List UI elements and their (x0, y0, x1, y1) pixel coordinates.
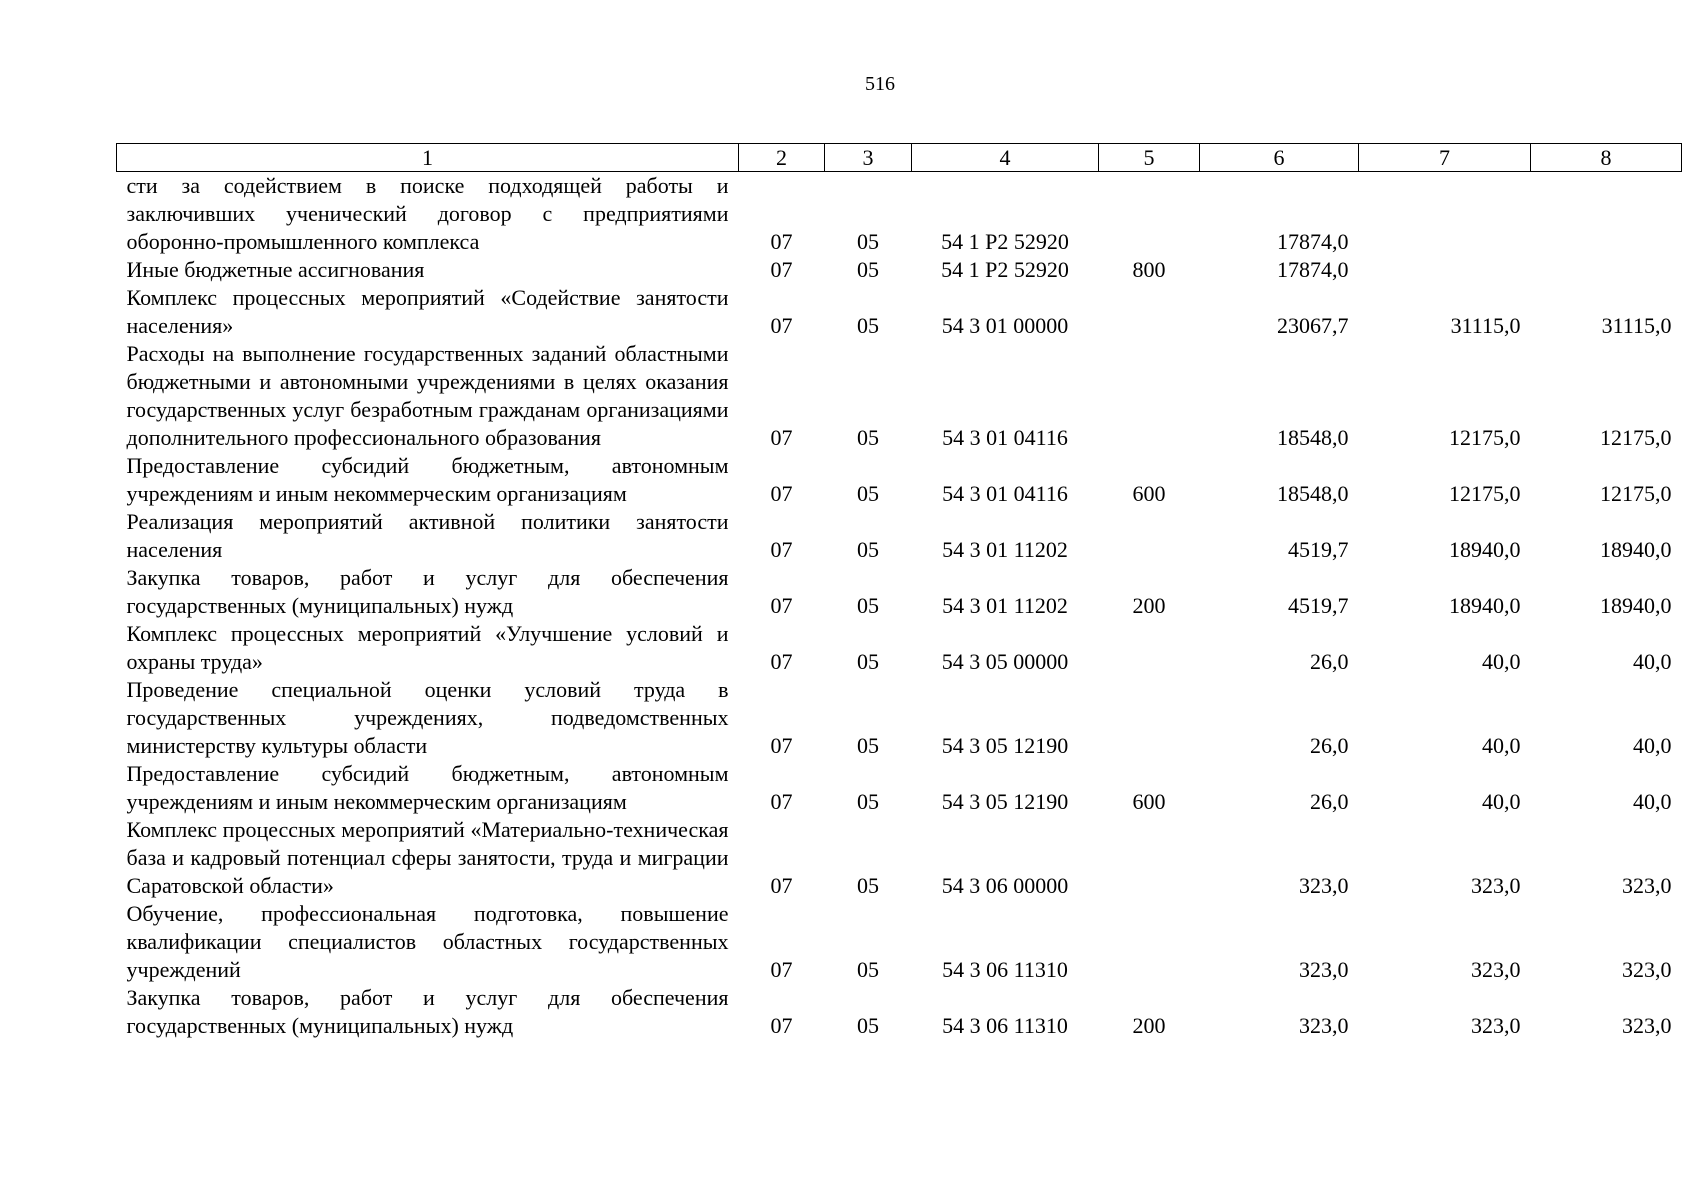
row-description: Комплекс процессных мероприятий «Содействие занятости населения» (126, 285, 729, 338)
column-header-8: 8 (1531, 144, 1682, 172)
row-expense-type-code: 200 (1132, 593, 1166, 618)
row-section-code: 07 (770, 789, 793, 814)
row-amount-col7: 31115,0 (1450, 313, 1521, 338)
row-expense-type-code (1099, 900, 1200, 984)
row-subsection-code: 05 (857, 789, 879, 814)
row-subsection-code: 05 (857, 425, 879, 450)
row-expense-type-code: 800 (1132, 257, 1166, 282)
row-amount-col6: 17874,0 (1277, 229, 1349, 254)
table-row (117, 760, 1682, 816)
row-amount-col8: 40,0 (1633, 733, 1672, 758)
row-section-code: 07 (770, 733, 793, 758)
row-amount-col6: 26,0 (1310, 649, 1349, 674)
row-section-code: 07 (770, 257, 793, 282)
row-target-article-code: 54 3 06 11310 (942, 957, 1068, 982)
table-row (117, 984, 1682, 1040)
row-amount-col8: 18940,0 (1600, 537, 1672, 562)
row-section-code: 07 (770, 537, 793, 562)
row-amount-col8: 18940,0 (1600, 593, 1672, 618)
row-subsection-code: 05 (857, 481, 879, 506)
row-section-code: 07 (770, 1013, 793, 1038)
row-expense-type-code (1099, 676, 1200, 760)
column-header-7: 7 (1359, 144, 1531, 172)
row-amount-col6: 23067,7 (1277, 313, 1349, 338)
table-row (117, 900, 1682, 984)
row-target-article-code: 54 3 01 00000 (941, 313, 1069, 338)
row-target-article-code: 54 3 06 11310 (942, 1013, 1068, 1038)
column-header-4: 4 (912, 144, 1099, 172)
row-amount-col8 (1531, 172, 1682, 257)
row-description: Обучение, профессиональная подготовка, повышение квалификации специалистов областных государственных учреждений (126, 901, 729, 982)
row-description: Проведение специальной оценки условий труда в государственных учреждениях, подведомственных министерству культуры области (126, 677, 729, 758)
row-amount-col8: 40,0 (1633, 649, 1672, 674)
row-target-article-code: 54 3 01 11202 (942, 593, 1068, 618)
row-section-code: 07 (770, 229, 793, 254)
table-row (117, 816, 1682, 900)
row-subsection-code: 05 (857, 257, 879, 282)
row-section-code: 07 (770, 649, 793, 674)
row-description: Иные бюджетные ассигнования (126, 257, 425, 282)
row-target-article-code: 54 3 06 00000 (941, 873, 1069, 898)
row-target-article-code: 54 3 05 12190 (941, 789, 1069, 814)
row-description: Предоставление субсидий бюджетным, автономным учреждениям и иным некоммерческим организациям (126, 761, 729, 814)
row-amount-col7: 40,0 (1482, 789, 1521, 814)
row-amount-col6: 17874,0 (1277, 257, 1349, 282)
row-description: сти за содействием в поиске подходящей работы и заключивших ученический договор с предприятиями оборонно-промышленного комплекса (126, 173, 729, 254)
row-amount-col8: 323,0 (1622, 1013, 1672, 1038)
row-amount-col7: 18940,0 (1449, 537, 1521, 562)
row-amount-col8: 31115,0 (1601, 313, 1672, 338)
table-row (117, 676, 1682, 760)
row-amount-col7: 323,0 (1471, 1013, 1521, 1038)
row-expense-type-code (1099, 620, 1200, 676)
row-amount-col7: 40,0 (1482, 649, 1521, 674)
row-amount-col7: 40,0 (1482, 733, 1521, 758)
row-section-code: 07 (770, 957, 793, 982)
row-amount-col8: 323,0 (1622, 873, 1672, 898)
row-amount-col8: 12175,0 (1600, 425, 1672, 450)
table-row (117, 620, 1682, 676)
row-amount-col6: 323,0 (1299, 873, 1349, 898)
column-header-6: 6 (1200, 144, 1359, 172)
column-header-1: 1 (117, 144, 739, 172)
row-amount-col7: 12175,0 (1449, 425, 1521, 450)
page-number: 516 (865, 73, 895, 95)
row-description: Расходы на выполнение государственных заданий областными бюджетными и автономными учреждениями в целях оказания государственных услуг безработным гражданам организациями дополнительного профессионального образования (126, 341, 729, 450)
table-header (117, 144, 1682, 172)
row-description: Закупка товаров, работ и услуг для обеспечения государственных (муниципальных) нужд (126, 565, 729, 618)
header-row (117, 144, 1682, 172)
row-subsection-code: 05 (857, 873, 879, 898)
row-target-article-code: 54 3 01 11202 (942, 537, 1068, 562)
row-subsection-code: 05 (857, 313, 879, 338)
table-row (117, 340, 1682, 452)
row-amount-col6: 323,0 (1299, 957, 1349, 982)
row-subsection-code: 05 (857, 593, 879, 618)
row-target-article-code: 54 1 Р2 52920 (941, 257, 1069, 282)
row-amount-col7: 12175,0 (1449, 481, 1521, 506)
table-row (117, 564, 1682, 620)
row-amount-col7: 323,0 (1471, 957, 1521, 982)
row-subsection-code: 05 (857, 1013, 879, 1038)
row-section-code: 07 (770, 425, 793, 450)
row-amount-col8: 323,0 (1622, 957, 1672, 982)
row-expense-type-code: 600 (1132, 789, 1166, 814)
row-section-code: 07 (770, 873, 793, 898)
row-section-code: 07 (770, 481, 793, 506)
row-expense-type-code (1099, 172, 1200, 257)
row-expense-type-code: 600 (1132, 481, 1166, 506)
row-subsection-code: 05 (857, 537, 879, 562)
row-expense-type-code (1099, 816, 1200, 900)
row-amount-col7: 18940,0 (1449, 593, 1521, 618)
row-description: Закупка товаров, работ и услуг для обеспечения государственных (муниципальных) нужд (126, 985, 729, 1038)
row-amount-col6: 26,0 (1310, 733, 1349, 758)
row-expense-type-code: 200 (1132, 1013, 1166, 1038)
row-target-article-code: 54 3 01 04116 (942, 425, 1068, 450)
row-subsection-code: 05 (857, 649, 879, 674)
table-row (117, 172, 1682, 257)
row-amount-col6: 4519,7 (1288, 593, 1349, 618)
row-amount-col6: 18548,0 (1277, 481, 1349, 506)
table-row (117, 256, 1682, 284)
table-row (117, 508, 1682, 564)
table-row (117, 284, 1682, 340)
row-description: Реализация мероприятий активной политики занятости населения (126, 509, 729, 562)
column-header-5: 5 (1099, 144, 1200, 172)
row-description: Комплекс процессных мероприятий «Материально-техническая база и кадровый потенциал сферы занятости, труда и миграции Саратовской области» (126, 817, 729, 898)
row-amount-col7 (1359, 172, 1531, 257)
row-subsection-code: 05 (857, 229, 879, 254)
budget-table (116, 143, 1682, 1040)
row-amount-col6: 323,0 (1299, 1013, 1349, 1038)
row-expense-type-code (1099, 284, 1200, 340)
row-target-article-code: 54 3 05 00000 (941, 649, 1069, 674)
row-description: Предоставление субсидий бюджетным, автономным учреждениям и иным некоммерческим организациям (126, 453, 729, 506)
row-amount-col7: 323,0 (1471, 873, 1521, 898)
row-target-article-code: 54 1 Р2 52920 (941, 229, 1069, 254)
row-amount-col8: 12175,0 (1600, 481, 1672, 506)
row-expense-type-code (1099, 340, 1200, 452)
table-body (117, 172, 1682, 1041)
table-row (117, 452, 1682, 508)
row-target-article-code: 54 3 01 04116 (942, 481, 1068, 506)
column-header-2: 2 (739, 144, 825, 172)
row-section-code: 07 (770, 593, 793, 618)
column-header-3: 3 (825, 144, 912, 172)
row-amount-col6: 26,0 (1310, 789, 1349, 814)
row-subsection-code: 05 (857, 733, 879, 758)
row-section-code: 07 (770, 313, 793, 338)
row-subsection-code: 05 (857, 957, 879, 982)
row-amount-col7 (1359, 256, 1531, 284)
row-target-article-code: 54 3 05 12190 (941, 733, 1069, 758)
row-amount-col6: 4519,7 (1288, 537, 1349, 562)
row-expense-type-code (1099, 508, 1200, 564)
row-amount-col8: 40,0 (1633, 789, 1672, 814)
row-amount-col8 (1531, 256, 1682, 284)
row-description: Комплекс процессных мероприятий «Улучшение условий и охраны труда» (126, 621, 729, 674)
row-amount-col6: 18548,0 (1277, 425, 1349, 450)
